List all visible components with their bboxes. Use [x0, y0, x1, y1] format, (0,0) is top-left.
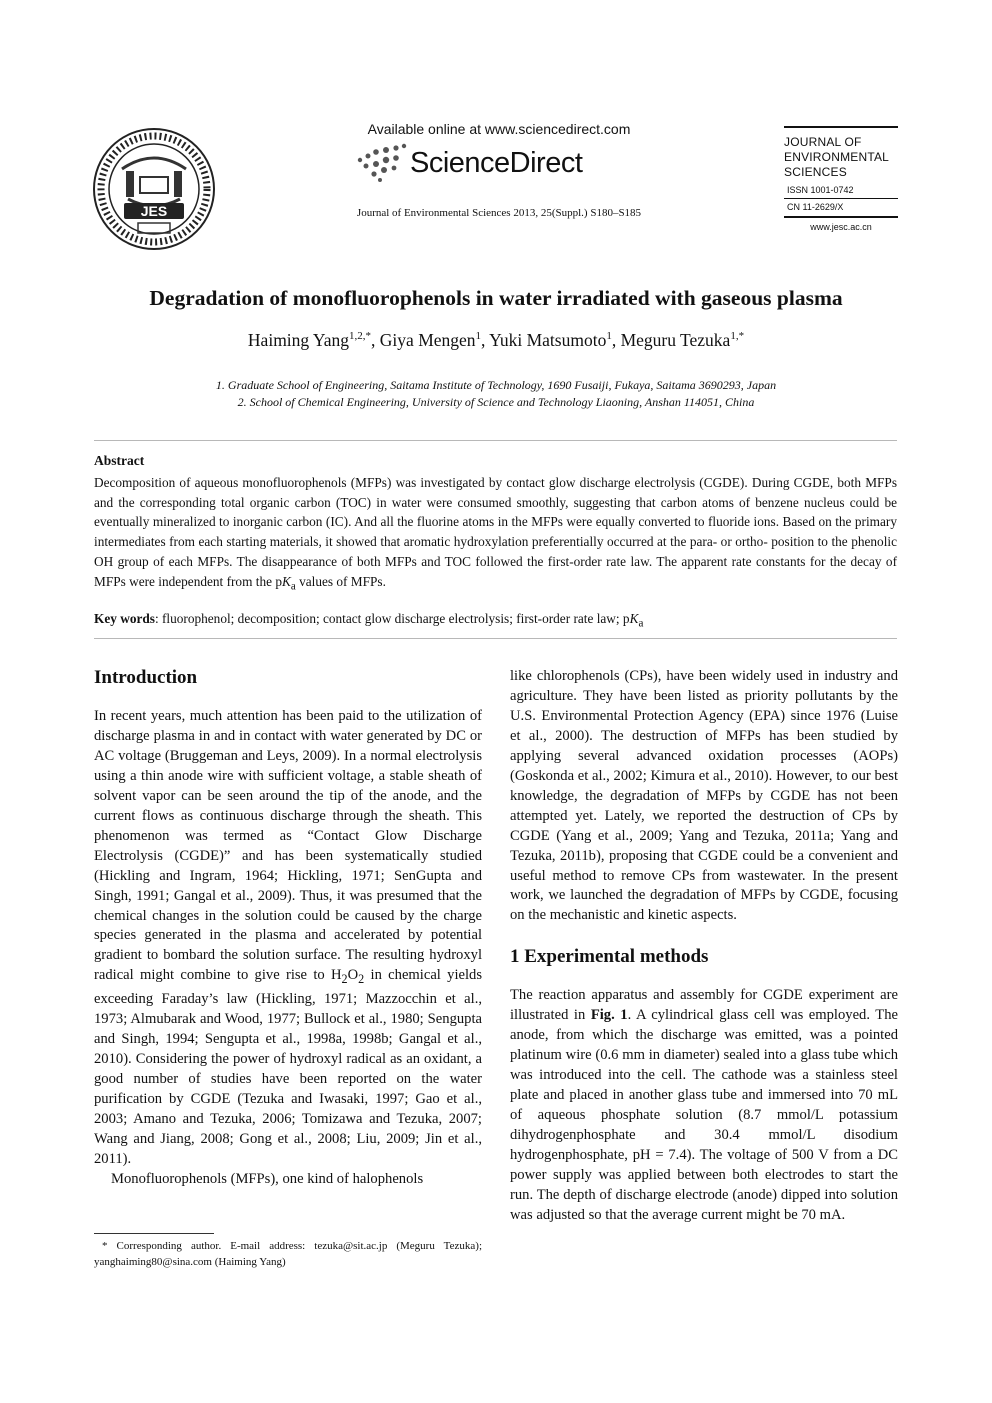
journal-website: www.jesc.ac.cn: [810, 222, 872, 232]
keywords-sub: a: [638, 617, 644, 630]
keywords-text: : fluorophenol; decomposition; contact glow discharge electrolysis; first-order rate law; p: [154, 611, 630, 626]
keywords-label: Key words: [94, 611, 155, 626]
right-column: [510, 667, 898, 1226]
divider: [94, 638, 897, 639]
journal-logo: [92, 127, 216, 251]
footnote-rule: [94, 1233, 214, 1234]
journal-name-line2: ENVIRONMENTAL: [784, 150, 890, 164]
issn: ISSN 1001-0742: [787, 185, 854, 195]
paragraph: In recent years, much attention has been paid to the utilization of discharge plasma in and in contact with water generated by DC or AC voltage (Bruggeman and Leys, 2009). In a normal electrolysis using a thin anode wire with sufficient voltage, a stable sheath of solvent vapor can be seen around the tip of the anode, and the current flows as continuous discharge through the sheath. This phenomenon was termed as “Contact Glow Discharge Electrolysis (CGDE)” and has been systematically studied (Hickling and Ingram, 1964; Hickling, 1971; SenGupta and Singh, 1991; Gangal et al., 2009). Thus, it was presumed that the chemical changes in the solution could be caused by the charge species generated in the plasma and accelerated by potential gradient to bombard the solution surface. The resulting hydroxyl radical might combine to give rise to $H_2O_2$ in chemical yields exceeding Faraday’s law (Hickling, 1971; Mazzocchin et al., 1973; Almubarak and Wood, 1977; Bullock et al., 1980; Sengupta and Singh, 1994; Sengupta et al., 1998a, 1998b; Gangal et al., 2010). Considering the power of hydroxyl radical as an oxidant, a good number of studies have been reported on the water purification by CGDE (Tezuka and Iwasaki, 1997; Gao et al., 2003; Amano and Tezuka, 2006; Tomizawa and Tezuka, 2007; Wang and Jiang, 2008; Gong et al., 2008; Liu, 2009; Jin et al., 2011).: [94, 708, 483, 1167]
left-column: [94, 667, 482, 1190]
journal-box: [784, 126, 898, 232]
cn-number: CN 11-2629/X: [787, 202, 844, 212]
affiliation: 2. School of Chemical Engineering, University of Science and Technology Liaoning, Anshan 114051, China: [237, 395, 755, 409]
author-affil-mark: 1: [475, 330, 482, 343]
author-list: Haiming Yang$^{1,2,*}$, Giya Mengen$^1$, Yuki Matsumoto$^1$, Meguru Tezuka$^{1,*}$: [247, 330, 745, 350]
abstract-text-end: values of MFPs.: [295, 573, 386, 589]
journal-name-line3: SCIENCES: [784, 165, 847, 179]
author-affil-mark: 1: [606, 330, 612, 343]
author-name: Yuki Matsumoto: [489, 330, 607, 350]
footnote: * Corresponding author. E-mail address: tezuka@sit.ac.jp (Meguru Tezuka); yanghaiming80@sina.com (Haiming Yang): [94, 1240, 482, 1268]
keywords: [94, 611, 897, 630]
publisher-name: ScienceDirect: [410, 147, 583, 179]
paragraph: like chlorophenols (CPs), have been widely used in industry and agriculture. They have been listed as priority pollutants by the U.S. Environmental Protection Agency (EPA) since 1976 (Luise et al., 2000). The destruction of MFPs has been studied by applying several advanced oxidation processes (AOPs) (Goskonda et al., 2002; Kimura et al., 2010). However, to our best knowledge, the degradation of MFPs by CGDE has not been attempted yet. Lately, we reported the destruction of CPs by CGDE (Yang et al., 2009; Yang and Tezuka, 2011a; Yang and Tezuka, 2011b), proposing that CGDE could be a convenient and useful method to remove CPs from wastewater. In the present work, we launched the degradation of MFPs by CGDE, focusing on the mechanistic and kinetic aspects.: [510, 668, 898, 924]
journal-box-rule: [784, 216, 898, 218]
journal-box-rule: [784, 126, 898, 128]
abstract-k: K: [281, 573, 291, 589]
divider: [94, 440, 897, 441]
author-affil-mark: 1,2,*: [349, 330, 372, 343]
abstract-sub: a: [290, 580, 296, 593]
citation: Journal of Environmental Sciences 2013, 25(Suppl.) S180–S185: [356, 207, 642, 219]
keywords-k: K: [629, 611, 639, 626]
author-name: Giya Mengen: [379, 330, 476, 350]
available-online: Available online at www.sciencedirect.com: [367, 121, 631, 137]
author-affil-mark: 1,*: [730, 330, 745, 343]
figure-reference: Fig. 1: [590, 1007, 628, 1024]
abstract: [94, 451, 897, 597]
affiliations: [60, 377, 932, 411]
paragraph: Monofluorophenols (MFPs), one kind of halophenols: [111, 1170, 424, 1187]
abstract-text: Decomposition of aqueous monofluorophenols (MFPs) was investigated by contact glow discharge electrolysis (CGDE). During CGDE, both MFPs and the corresponding total organic carbon (TOC) in water were consumed smoothly, suggesting that carbon atoms of benzene nucleus could be eventually mineralized to inorganic carbon (IC). And all the fluorine atoms in the MFPs were equally converted to fluoride ions. Based on the primary intermediates from each starting materials, it showed that aromatic hydroxylation preferentially occurred at the para- or ortho- position to the phenolic OH group of each MFPs. The disappearance of both MFPs and TOC followed the first-order rate law. The apparent rate constants for the decay of MFPs were independent from the p: [94, 474, 897, 589]
author-name: Meguru Tezuka: [620, 330, 731, 350]
section-heading: Introduction: [94, 667, 198, 688]
journal-box-rule: [784, 198, 898, 199]
journal-name-line1: JOURNAL OF: [784, 135, 862, 149]
author-name: Haiming Yang: [247, 330, 350, 350]
affiliation: 1. Graduate School of Engineering, Saitama Institute of Technology, 1690 Fusaiji, Fukaya, Saitama 3690293, Japan: [215, 378, 777, 392]
section-heading: 1 Experimental methods: [510, 946, 709, 968]
paragraph: The reaction apparatus and assembly for CGDE experiment are illustrated in Fig. 1. A cylindrical glass cell was employed. The anode, from which the discharge was emitted, was a pointed platinum wire (0.6 mm in diameter) sealed into a glass tube which was introduced into the cell. The cathode was a stainless steel plate and placed in another glass tube and immersed into 70 mL of aqueous phosphate solution (8.7 mmol/L potassium dihydrogenphosphate and 30.4 mmol/L disodium hydrogenphosphate, pH = 7.4). The voltage of 500 V from a DC power supply was applied between both electrodes to start the run. The depth of discharge electrode (anode) dipped into solution was adjusted so that the average current might be 70 mA.: [510, 987, 898, 1223]
abstract-heading: Abstract: [94, 453, 145, 468]
logo-text: JES: [140, 203, 168, 219]
paper-title: Degradation of monofluorophenols in water irradiated with gaseous plasma: [149, 286, 843, 310]
